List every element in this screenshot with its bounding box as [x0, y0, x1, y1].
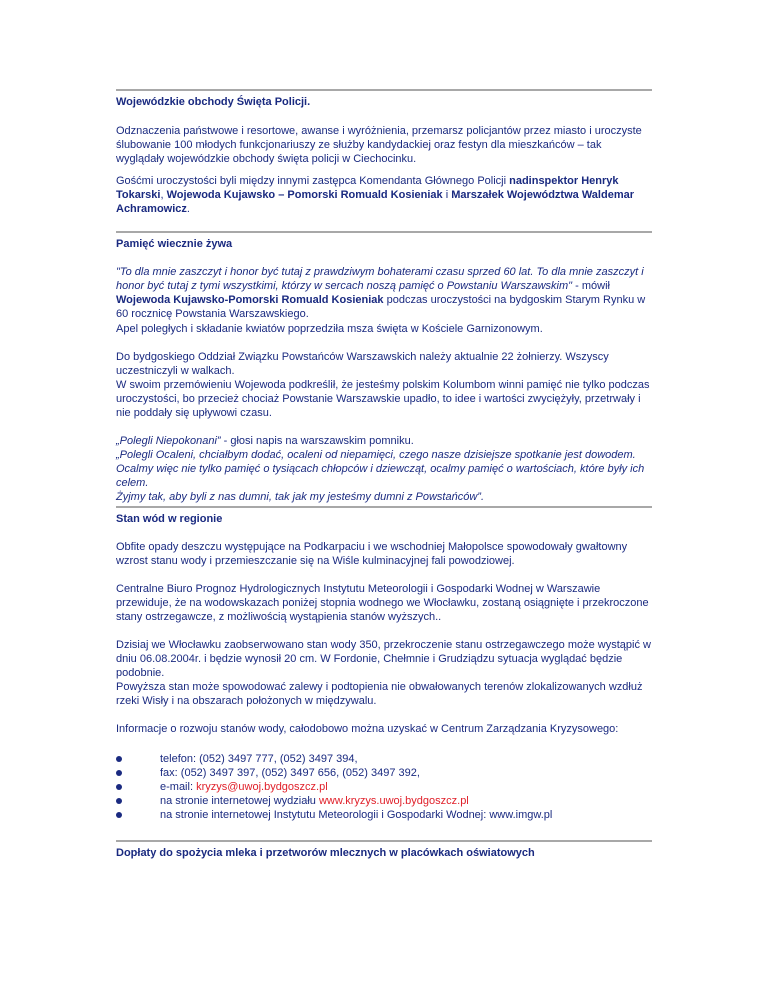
section-paragraph: Centralne Biuro Prognoz Hydrologicznych Instytutu Meteorologii i Gospodarki Wodnej w Warszawie przewiduje, że na wodowskazach poniżej stopnia wodnego we Włocławku, zostaną osiągnięte i przekroczone stany ostrzegawcze, z możliwością wystąpienia stanów wyższych..	[116, 583, 649, 623]
bullet-icon	[116, 784, 122, 790]
email-link[interactable]: kryzys@uwoj.bydgoszcz.pl	[196, 781, 328, 793]
section-rule	[116, 840, 652, 842]
section-rule	[116, 231, 652, 233]
website-link[interactable]: www.kryzys.uwoj.bydgoszcz.pl	[318, 795, 469, 807]
section-title-water: Stan wód w regionie	[116, 513, 223, 525]
section-paragraph: Powyższa stan może spowodować zalewy i podtopienia nie obwałowanych terenów zlokalizowanych wzdłuż rzeki Wisły i na obszarach położonych w międzywalu.	[116, 681, 643, 707]
section-rule	[116, 89, 652, 91]
section-closing-quote: „Polegli Niepokonani” - głosi napis na warszawskim pomniku. „Polegli Ocaleni, chciałbym dodać, ocaleni od niepamięci, czego nasze dzisiejsze spotkanie jest dowodem. Ocalmy więc nie tylko pamięć o tysiącach chłopców i dziewcząt, ocalmy pamięć o wartościach, które były ich celem. Żyjmy tak, aby byli z nas dumni, tak jak my jesteśmy dumni z Powstańców”.	[116, 435, 645, 503]
section-title-memory: Pamięć wiecznie żywa	[116, 238, 233, 250]
section-title-milk: Dopłaty do spożycia mleka i przetworów mlecznych w placówkach oświatowych	[116, 847, 535, 859]
section-paragraph-guests: Gośćmi uroczystości byli między innymi zastępca Komendanta Głównego Policji nadinspektor Henryk Tokarski, Wojewoda Kujawsko – Pomorski Romuald Kosieniak i Marszałek Województwa Waldemar Achramowicz.	[116, 175, 634, 215]
list-item: fax: (052) 3497 397, (052) 3497 656, (052) 3497 392,	[116, 766, 652, 780]
section-paragraph: Informacje o rozwoju stanów wody, całodobowo można uzyskać w Centrum Zarządzania Kryzysowego:	[116, 723, 619, 735]
section-paragraph: Do bydgoskiego Oddział Związku Powstańców Warszawskich należy aktualnie 22 żołnierzy. Wszyscy uczestniczyli w walkach.	[116, 351, 609, 377]
bullet-icon	[116, 798, 122, 804]
contact-list	[116, 752, 652, 822]
section-paragraph: W swoim przemówieniu Wojewoda podkreślił, że jesteśmy polskim Kolumbom winni pamięć nie tylko podczas uroczystości, bo przecież chociaż Powstanie Warszawskie upadło, to idee i wartości zwyciężyły, przetrwały i nie poddały się upływowi czasu.	[116, 379, 650, 419]
bullet-icon	[116, 770, 122, 776]
section-paragraph: Obfite opady deszczu występujące na Podkarpaciu i we wschodniej Małopolsce spowodowały gwałtowny wzrost stanu wody i przemieszczanie się na Wiśle kulminacyjnej fali powodziowej.	[116, 541, 628, 567]
section-paragraph: Dzisiaj we Włocławku zaobserwowano stan wody 350, przekroczenie stanu ostrzegawczego może wystąpić w dniu 06.08.2004r. i będzie wynosił 20 cm. W Fordonie, Chełmnie i Grudziądzu sytuacja wyglądać będzie podobnie.	[116, 639, 651, 679]
section-paragraph: Odznaczenia państwowe i resortowe, awanse i wyróżnienia, przemarsz policjantów przez miasto i uroczyste ślubowanie 100 młodych funkcjonariuszy ze służby kandydackiej oraz festyn dla mieszkańców – tak wyglądały wojewódzkie obchody święta policji w Ciechocinku.	[116, 125, 642, 165]
bullet-icon	[116, 756, 122, 762]
list-item: e-mail: kryzys@uwoj.bydgoszcz.pl	[116, 780, 652, 794]
section-title-police: Wojewódzkie obchody Święta Policji.	[116, 96, 311, 108]
section-quote-paragraph: "To dla mnie zaszczyt i honor być tutaj z prawdziwym bohaterami czasu sprzed 60 lat. To dla mnie zaszczyt i honor być tutaj z tymi wszystkimi, którzy w sercach noszą pamięć o Powstaniu Warszawskim" - mówił Wojewoda Kujawsko-Pomorski Romuald Kosieniak podczas uroczystości na bydgoskim Starym Rynku w 60 rocznicę Powstania Warszawskiego.	[116, 266, 646, 320]
list-item: telefon: (052) 3497 777, (052) 3497 394,	[116, 752, 652, 766]
list-item: na stronie internetowej Instytutu Meteorologii i Gospodarki Wodnej: www.imgw.pl	[116, 808, 652, 822]
section-rule	[116, 506, 652, 508]
section-paragraph: Apel poległych i składanie kwiatów poprzedziła msza święta w Kościele Garnizonowym.	[116, 323, 543, 335]
list-item: na stronie internetowej wydziału www.kryzys.uwoj.bydgoszcz.pl	[116, 794, 652, 808]
bullet-icon	[116, 812, 122, 818]
